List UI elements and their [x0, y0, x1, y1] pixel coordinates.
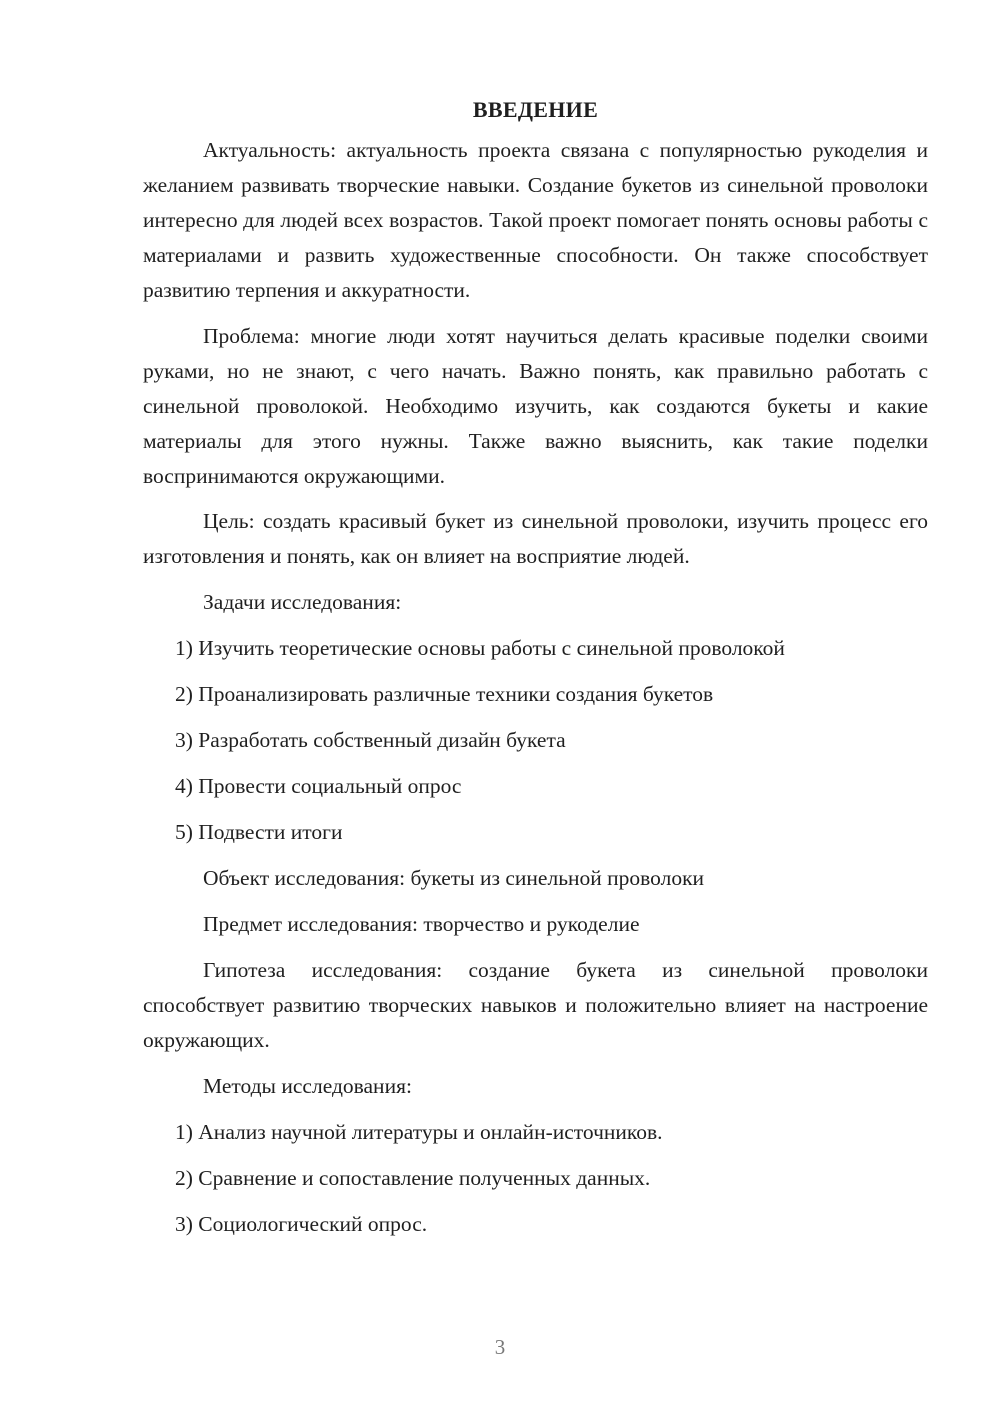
hypothesis-paragraph: Гипотеза исследования: создание букета из синельной проволоки способствует развитию творческих навыков и положительно влияет на настроение окружающих.: [143, 958, 928, 1052]
goal-paragraph: Цель: создать красивый букет из синельной проволоки, изучить процесс его изготовления и понять, как он влияет на восприятие людей.: [143, 509, 928, 568]
relevance-paragraph: Актуальность: актуальность проекта связана с популярностью рукоделия и желанием развивать творческие навыки. Создание букетов из синельной проволоки интересно для людей всех возрастов. Такой проект помогает понять основы работы с материалами и развить художественные способности. Он также способствует развитию терпения и аккуратности.: [143, 138, 928, 302]
tasks-list: [143, 631, 928, 850]
list-item: 1) Анализ научной литературы и онлайн-источников.: [175, 1120, 663, 1144]
list-item: 1) Изучить теоретические основы работы с синельной проволокой: [175, 636, 785, 660]
list-item: 5) Подвести итоги: [175, 820, 343, 844]
page-title: ВВЕДЕНИЕ: [472, 97, 599, 122]
list-item: 2) Сравнение и сопоставление полученных данных.: [175, 1166, 651, 1190]
research-object: Объект исследования: букеты из синельной проволоки: [203, 866, 705, 890]
methods-heading: Методы исследования:: [203, 1074, 412, 1098]
document-body: [143, 97, 928, 1242]
methods-list: [143, 1115, 928, 1242]
list-item: 4) Провести социальный опрос: [175, 774, 462, 798]
list-item: 3) Социологический опрос.: [175, 1212, 428, 1236]
list-item: 2) Проанализировать различные техники создания букетов: [175, 682, 714, 706]
problem-paragraph: Проблема: многие люди хотят научиться делать красивые поделки своими руками, но не знают, с чего начать. Важно понять, как правильно работать с синельной проволокой. Необходимо изучить, как создаются букеты и какие материалы для этого нужны. Также важно выяснить, как такие поделки воспринимаются окружающими.: [143, 324, 928, 488]
research-subject: Предмет исследования: творчество и рукоделие: [203, 912, 640, 936]
tasks-heading: Задачи исследования:: [203, 590, 402, 614]
page-number: 3: [494, 1335, 506, 1359]
list-item: 3) Разработать собственный дизайн букета: [175, 728, 566, 752]
